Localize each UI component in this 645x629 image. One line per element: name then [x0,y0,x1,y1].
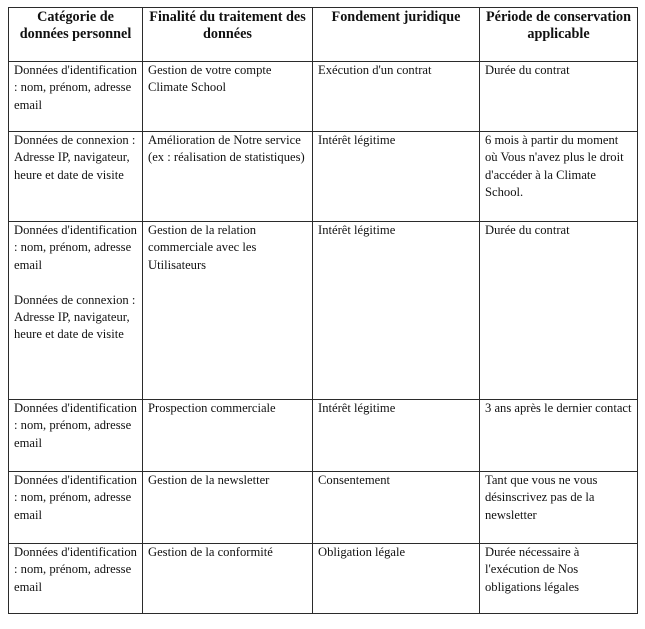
cell-periode: Durée du contrat [480,222,638,400]
cell-categorie [9,400,143,472]
table-row [9,62,638,132]
header-periode: Période de conservation applicable [480,8,638,62]
cell-text: Données d'identification : nom, prénom, adresse email [14,63,137,112]
cell-periode: 6 mois à partir du moment où Vous n'avez plus le droit d'accéder à la Climate School. [480,132,638,222]
cell-periode: Durée du contrat [480,62,638,132]
cell-finalite: Gestion de votre compte Climate School [143,62,313,132]
cell-text: Données d'identification : nom, prénom, adresse email [14,401,137,450]
data-processing-table [8,7,638,614]
cell-fondement: Intérêt légitime [313,400,480,472]
cell-periode: 3 ans après le dernier contact [480,400,638,472]
cell-finalite: Amélioration de Notre service (ex : réalisation de statistiques) [143,132,313,222]
table-row [9,400,638,472]
cell-fondement: Exécution d'un contrat [313,62,480,132]
cell-finalite: Prospection commerciale [143,400,313,472]
cell-finalite: Gestion de la newsletter [143,472,313,544]
cell-fondement: Obligation légale [313,544,480,614]
table-row [9,544,638,614]
cell-text: Données d'identification : nom, prénom, adresse email [14,223,137,272]
cell-fondement: Consentement [313,472,480,544]
header-finalite: Finalité du traitement des données [143,8,313,62]
cell-categorie [9,132,143,222]
cell-text: Données de connexion : Adresse IP, navigateur, heure et date de visite [14,133,136,182]
cell-categorie [9,472,143,544]
cell-fondement: Intérêt légitime [313,132,480,222]
cell-periode: Tant que vous ne vous désinscrivez pas de la newsletter [480,472,638,544]
table-header-row [9,8,638,62]
cell-text: Données d'identification : nom, prénom, adresse email [14,473,137,522]
cell-categorie [9,222,143,400]
cell-finalite: Gestion de la conformité [143,544,313,614]
cell-categorie [9,544,143,614]
header-categorie: Catégorie de données personnel [9,8,143,62]
cell-text: Données de connexion : Adresse IP, navigateur, heure et date de visite [14,292,136,342]
table-row [9,222,638,400]
cell-text: Données d'identification : nom, prénom, adresse email [14,545,137,594]
table-row [9,132,638,222]
cell-fondement: Intérêt légitime [313,222,480,400]
header-fondement: Fondement juridique [313,8,480,62]
cell-categorie [9,62,143,132]
cell-finalite: Gestion de la relation commerciale avec les Utilisateurs [143,222,313,400]
table-row [9,472,638,544]
cell-periode: Durée nécessaire à l'exécution de Nos obligations légales [480,544,638,614]
